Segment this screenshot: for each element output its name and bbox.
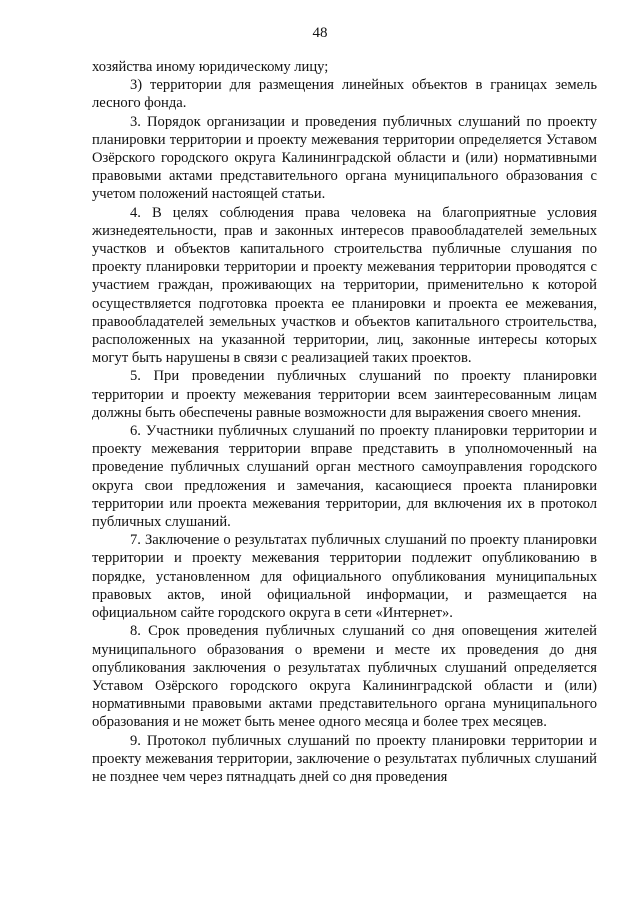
paragraph: 5. При проведении публичных слушаний по проекту планировки территории и проекту межевания территории всем заинтересованным лицам должны быть обеспечены равные возможности для выражения своего мнения. <box>92 368 597 421</box>
paragraph: 7. Заключение о результатах публичных слушаний по проекту планировки территории и проекту межевания территории подлежит опубликованию в порядке, установленном для официального опубликования муниципальных правовых актов, иной официальной информации, и размещается на официальном сайте городского округа в сети «Интернет». <box>92 532 597 622</box>
paragraph: 6. Участники публичных слушаний по проекту планировки территории и проекту межевания территории вправе представить в уполномоченный на проведение публичных слушаний орган местного самоуправления городского округа свои предложения и замечания, касающиеся проекта планировки территории или проекта межевания территории, для включения их в протокол публичных слушаний. <box>92 423 597 531</box>
page-number: 48 <box>312 25 328 41</box>
paragraph: 4. В целях соблюдения права человека на благоприятные условия жизнедеятельности, прав и законных интересов правообладателей земельных участков и объектов капитального строительства публичные слушания по проекту планировки территории и проекту межевания территории проводятся с участием граждан, проживающих на территории, применительно к которой осуществляется подготовка проекта ее планировки и проекта ее межевания, правообладателей земельных участков и объектов капитального строительства, расположенных на указанной территории, лиц, законные интересы которых могут быть нарушены в связи с реализацией таких проектов. <box>92 204 597 367</box>
paragraph: 8. Срок проведения публичных слушаний со дня оповещения жителей муниципального образования о времени и месте их проведения до дня опубликования заключения о результатах публичных слушаний определяется Уставом Озёрского городского округа Калининградской области и (или) нормативными правовыми актами представительного органа муниципального образования и не может быть менее одного месяца и более трех месяцев. <box>92 623 597 731</box>
paragraph: 9. Протокол публичных слушаний по проекту планировки территории и проекту межевания территории, заключение о результатах публичных слушаний не позднее чем через пятнадцать дней со дня проведения <box>92 732 597 785</box>
paragraph: 3. Порядок организации и проведения публичных слушаний по проекту планировки территории и проекту межевания территории определяется Уставом Озёрского городского округа Калининградской области и (или) нормативными правовыми актами представительного органа муниципального образования с учетом положений настоящей статьи. <box>92 113 597 203</box>
paragraph: хозяйства иному юридическому лицу; <box>92 59 329 75</box>
document-body <box>92 58 597 786</box>
paragraph: 3) территории для размещения линейных объектов в границах земель лесного фонда. <box>92 77 597 112</box>
